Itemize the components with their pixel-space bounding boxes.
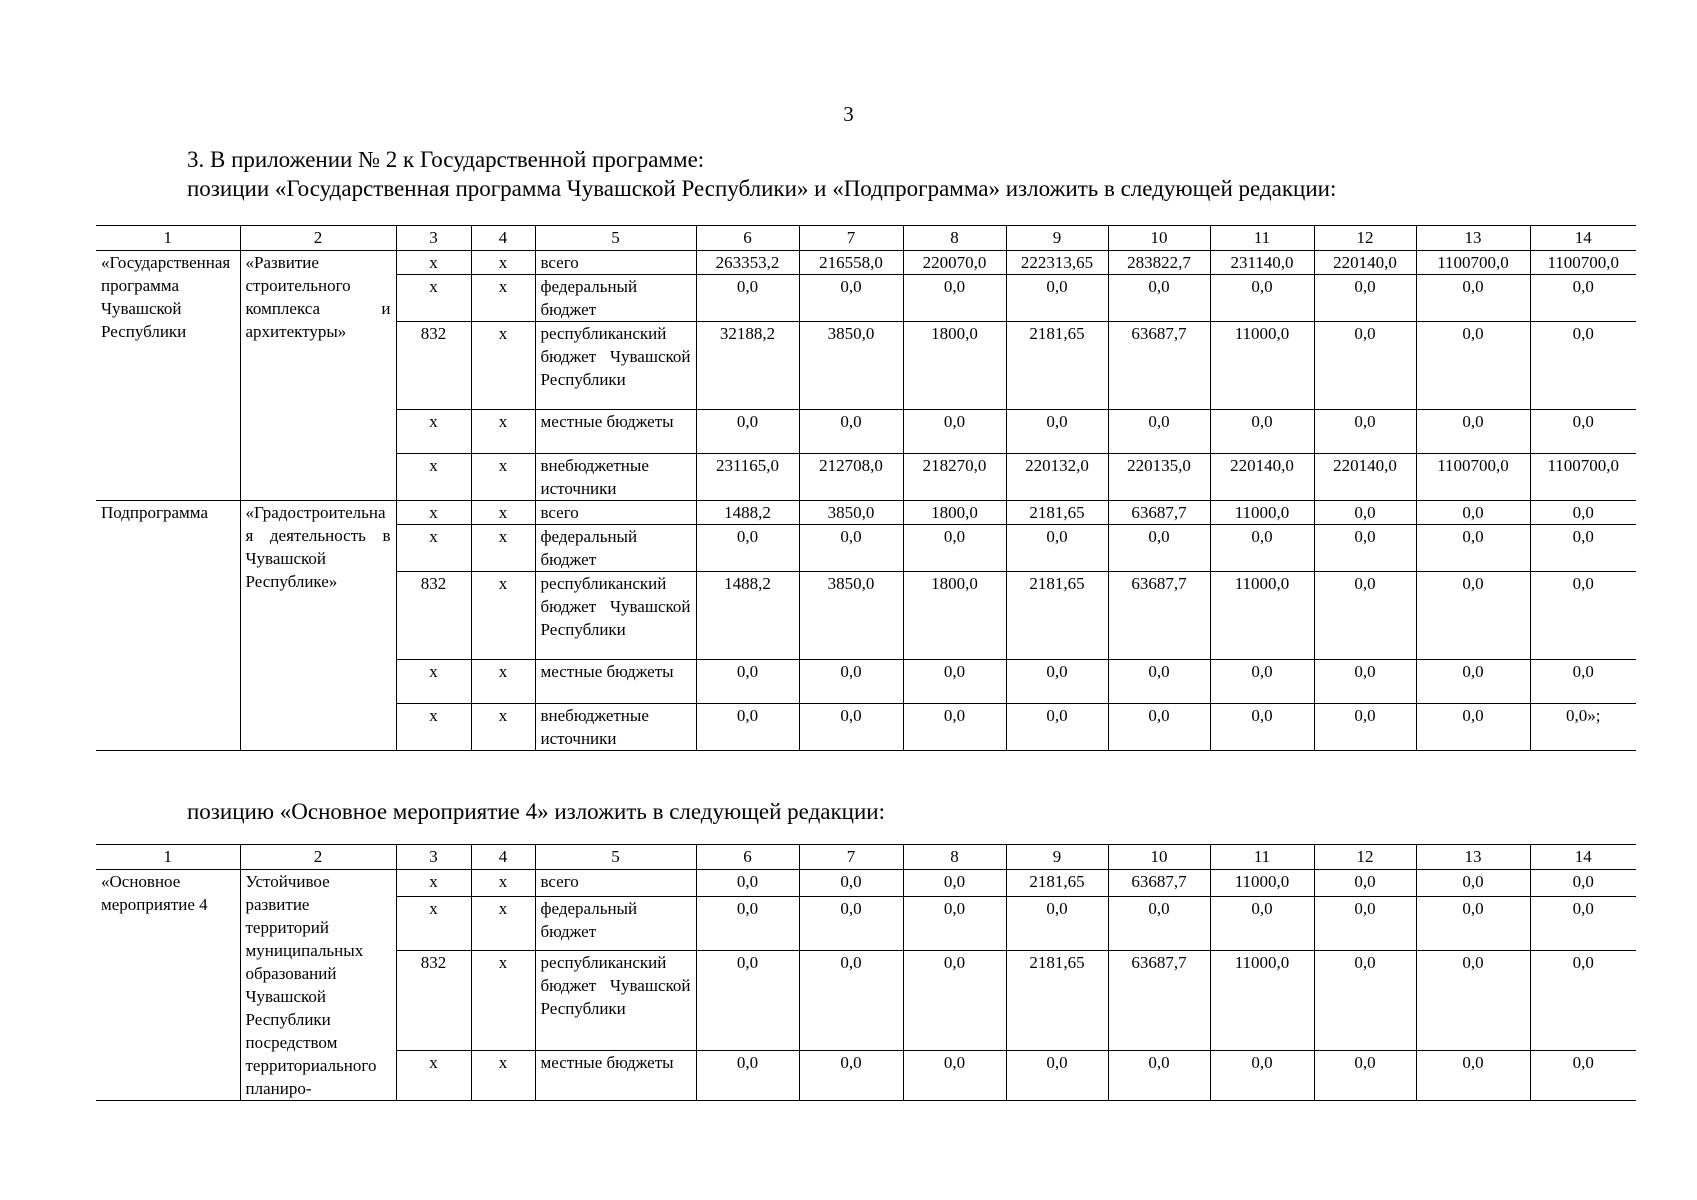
- source-cell: федеральный бюджет: [535, 275, 696, 322]
- value-cell: 63687,7: [1108, 322, 1210, 410]
- intro-line-2: позиции «Государственная программа Чувашской Республики» и «Подпрограмма» изложить в следующей редакции:: [187, 176, 1337, 201]
- column-header: 14: [1530, 226, 1636, 251]
- value-cell: 0,0: [1530, 275, 1636, 322]
- value-cell: 0,0: [1314, 660, 1416, 704]
- value-cell: 2181,65: [1006, 572, 1108, 660]
- value-cell: 1488,2: [696, 501, 799, 525]
- code-cell: 832: [396, 322, 471, 410]
- code-cell: х: [471, 410, 535, 454]
- status-cell: Подпрограмма: [96, 501, 240, 751]
- value-cell: 11000,0: [1210, 572, 1314, 660]
- name-cell: «Градостроительная деятельность в Чувашской Республике»: [240, 501, 396, 751]
- value-cell: 0,0: [1314, 950, 1416, 1050]
- column-header: 12: [1314, 226, 1416, 251]
- value-cell: 0,0: [1530, 501, 1636, 525]
- source-cell: всего: [535, 870, 696, 897]
- source-cell: федеральный бюджет: [535, 897, 696, 950]
- column-header: 7: [799, 226, 903, 251]
- value-cell: 1100700,0: [1416, 251, 1530, 275]
- value-cell: 63687,7: [1108, 870, 1210, 897]
- value-cell: 283822,7: [1108, 251, 1210, 275]
- code-cell: х: [396, 251, 471, 275]
- column-header: 8: [903, 845, 1006, 870]
- value-cell: 1100700,0: [1530, 251, 1636, 275]
- value-cell: 0,0: [696, 897, 799, 950]
- code-cell: х: [471, 572, 535, 660]
- status-cell: «Основное мероприятие 4: [96, 870, 240, 1101]
- intro-line-3: позицию «Основное мероприятие 4» изложить в следующей редакции:: [187, 799, 885, 824]
- value-cell: 0,0: [799, 410, 903, 454]
- value-cell: 0,0: [903, 870, 1006, 897]
- value-cell: 0,0: [799, 525, 903, 572]
- code-cell: х: [471, 275, 535, 322]
- value-cell: 0,0: [1314, 1050, 1416, 1100]
- value-cell: 3850,0: [799, 572, 903, 660]
- status-cell: «Государственная программа Чувашской Республики: [96, 251, 240, 501]
- header-row: [96, 845, 1636, 870]
- value-cell: 0,0: [1210, 1050, 1314, 1100]
- value-cell: 1800,0: [903, 322, 1006, 410]
- value-cell: 2181,65: [1006, 950, 1108, 1050]
- value-cell: 0,0: [1314, 704, 1416, 751]
- value-cell: 3850,0: [799, 322, 903, 410]
- value-cell: 0,0: [1006, 525, 1108, 572]
- value-cell: 1800,0: [903, 501, 1006, 525]
- value-cell: 218270,0: [903, 454, 1006, 501]
- value-cell: 220140,0: [1210, 454, 1314, 501]
- value-cell: 0,0: [1108, 525, 1210, 572]
- table-row: [96, 870, 1636, 897]
- code-cell: х: [471, 322, 535, 410]
- value-cell: 0,0: [1314, 525, 1416, 572]
- value-cell: 0,0: [1108, 410, 1210, 454]
- value-cell: 32188,2: [696, 322, 799, 410]
- code-cell: 832: [396, 950, 471, 1050]
- value-cell: 11000,0: [1210, 870, 1314, 897]
- value-cell: 1100700,0: [1530, 454, 1636, 501]
- value-cell: 0,0: [903, 525, 1006, 572]
- value-cell: 0,0: [799, 897, 903, 950]
- source-cell: местные бюджеты: [535, 410, 696, 454]
- value-cell: 0,0: [903, 897, 1006, 950]
- code-cell: х: [471, 251, 535, 275]
- intro-line-1: 3. В приложении № 2 к Государственной программе:: [187, 147, 705, 172]
- value-cell: 0,0: [1006, 897, 1108, 950]
- column-header: 3: [396, 845, 471, 870]
- table-row: [96, 251, 1636, 275]
- code-cell: х: [396, 454, 471, 501]
- value-cell: 11000,0: [1210, 322, 1314, 410]
- code-cell: х: [471, 501, 535, 525]
- value-cell: 2181,65: [1006, 501, 1108, 525]
- value-cell: 0,0: [1006, 275, 1108, 322]
- value-cell: 0,0: [1006, 1050, 1108, 1100]
- code-cell: х: [471, 950, 535, 1050]
- value-cell: 0,0: [1314, 410, 1416, 454]
- value-cell: 216558,0: [799, 251, 903, 275]
- value-cell: 1800,0: [903, 572, 1006, 660]
- value-cell: 0,0: [1530, 322, 1636, 410]
- value-cell: 0,0: [1314, 501, 1416, 525]
- value-cell: 0,0: [903, 1050, 1006, 1100]
- value-cell: 0,0: [1108, 897, 1210, 950]
- value-cell: 0,0: [799, 704, 903, 751]
- value-cell: 0,0: [1314, 572, 1416, 660]
- column-header: 5: [535, 226, 696, 251]
- value-cell: 0,0: [799, 950, 903, 1050]
- source-cell: всего: [535, 251, 696, 275]
- header-row: [96, 226, 1636, 251]
- page-number: 3: [843, 102, 854, 126]
- code-cell: х: [396, 501, 471, 525]
- budget-table-2: [96, 844, 1636, 1101]
- column-header: 9: [1006, 845, 1108, 870]
- source-cell: местные бюджеты: [535, 660, 696, 704]
- value-cell: 231140,0: [1210, 251, 1314, 275]
- source-cell: всего: [535, 501, 696, 525]
- code-cell: х: [396, 870, 471, 897]
- code-cell: х: [396, 410, 471, 454]
- code-cell: х: [396, 275, 471, 322]
- column-header: 6: [696, 845, 799, 870]
- value-cell: 0,0: [696, 660, 799, 704]
- value-cell: 0,0: [1416, 525, 1530, 572]
- code-cell: х: [471, 454, 535, 501]
- column-header: 11: [1210, 226, 1314, 251]
- value-cell: 0,0: [696, 950, 799, 1050]
- column-header: 3: [396, 226, 471, 251]
- code-cell: х: [396, 1050, 471, 1100]
- column-header: 11: [1210, 845, 1314, 870]
- code-cell: х: [471, 897, 535, 950]
- value-cell: 0,0: [1530, 660, 1636, 704]
- value-cell: 0,0: [1210, 275, 1314, 322]
- value-cell: 1488,2: [696, 572, 799, 660]
- value-cell: 0,0: [1416, 897, 1530, 950]
- value-cell: 0,0: [1416, 660, 1530, 704]
- value-cell: 0,0: [1314, 870, 1416, 897]
- value-cell: 0,0: [1530, 950, 1636, 1050]
- value-cell: 0,0: [1416, 572, 1530, 660]
- value-cell: 0,0: [1530, 410, 1636, 454]
- column-header: 1: [96, 845, 240, 870]
- code-cell: 832: [396, 572, 471, 660]
- value-cell: 0,0: [1416, 322, 1530, 410]
- column-header: 2: [240, 845, 396, 870]
- table-row: [96, 501, 1636, 525]
- column-header: 5: [535, 845, 696, 870]
- source-cell: внебюджетные источники: [535, 454, 696, 501]
- code-cell: х: [471, 1050, 535, 1100]
- column-header: 13: [1416, 845, 1530, 870]
- source-cell: республиканский бюджет Чувашской Республики: [535, 950, 696, 1050]
- column-header: 7: [799, 845, 903, 870]
- column-header: 4: [471, 226, 535, 251]
- value-cell: 63687,7: [1108, 572, 1210, 660]
- value-cell: 220140,0: [1314, 251, 1416, 275]
- value-cell: 0,0: [1416, 410, 1530, 454]
- value-cell: 0,0: [1416, 870, 1530, 897]
- value-cell: 0,0: [903, 275, 1006, 322]
- value-cell: 0,0: [903, 660, 1006, 704]
- code-cell: х: [396, 897, 471, 950]
- value-cell: 0,0: [696, 275, 799, 322]
- value-cell: 212708,0: [799, 454, 903, 501]
- value-cell: 0,0: [799, 870, 903, 897]
- value-cell: 0,0: [903, 950, 1006, 1050]
- value-cell: 0,0: [1210, 704, 1314, 751]
- value-cell: 222313,65: [1006, 251, 1108, 275]
- value-cell: 0,0: [696, 410, 799, 454]
- value-cell: 0,0: [1416, 950, 1530, 1050]
- value-cell: 220135,0: [1108, 454, 1210, 501]
- value-cell: 0,0: [1530, 525, 1636, 572]
- value-cell: 0,0: [1006, 660, 1108, 704]
- column-header: 8: [903, 226, 1006, 251]
- value-cell: 0,0: [799, 660, 903, 704]
- value-cell: 2181,65: [1006, 870, 1108, 897]
- value-cell: 0,0: [1416, 704, 1530, 751]
- code-cell: х: [396, 525, 471, 572]
- column-header: 9: [1006, 226, 1108, 251]
- value-cell: 0,0: [1314, 897, 1416, 950]
- column-header: 2: [240, 226, 396, 251]
- column-header: 10: [1108, 845, 1210, 870]
- value-cell: 0,0: [1530, 897, 1636, 950]
- source-cell: федеральный бюджет: [535, 525, 696, 572]
- value-cell: 2181,65: [1006, 322, 1108, 410]
- value-cell: 220132,0: [1006, 454, 1108, 501]
- value-cell: 0,0: [1416, 1050, 1530, 1100]
- value-cell: 0,0»;: [1530, 704, 1636, 751]
- column-header: 1: [96, 226, 240, 251]
- code-cell: х: [471, 525, 535, 572]
- code-cell: х: [396, 704, 471, 751]
- code-cell: х: [471, 870, 535, 897]
- column-header: 4: [471, 845, 535, 870]
- source-cell: республиканский бюджет Чувашской Республики: [535, 572, 696, 660]
- value-cell: 0,0: [696, 1050, 799, 1100]
- value-cell: 0,0: [696, 704, 799, 751]
- code-cell: х: [471, 704, 535, 751]
- column-header: 12: [1314, 845, 1416, 870]
- value-cell: 0,0: [1108, 1050, 1210, 1100]
- value-cell: 11000,0: [1210, 501, 1314, 525]
- name-cell: Устойчивое развитие территорий муниципальных образований Чувашской Республики посредством территориального планиро-: [240, 870, 396, 1101]
- code-cell: х: [396, 660, 471, 704]
- source-cell: республиканский бюджет Чувашской Республики: [535, 322, 696, 410]
- column-header: 6: [696, 226, 799, 251]
- value-cell: 1100700,0: [1416, 454, 1530, 501]
- column-header: 14: [1530, 845, 1636, 870]
- value-cell: 63687,7: [1108, 950, 1210, 1050]
- value-cell: 0,0: [1210, 660, 1314, 704]
- value-cell: 0,0: [903, 704, 1006, 751]
- value-cell: 0,0: [1108, 660, 1210, 704]
- value-cell: 3850,0: [799, 501, 903, 525]
- value-cell: 0,0: [799, 275, 903, 322]
- value-cell: 0,0: [1416, 275, 1530, 322]
- value-cell: 63687,7: [1108, 501, 1210, 525]
- value-cell: 220070,0: [903, 251, 1006, 275]
- value-cell: 0,0: [1006, 704, 1108, 751]
- value-cell: 231165,0: [696, 454, 799, 501]
- column-header: 10: [1108, 226, 1210, 251]
- value-cell: 0,0: [1210, 410, 1314, 454]
- value-cell: 0,0: [696, 870, 799, 897]
- value-cell: 0,0: [1210, 897, 1314, 950]
- value-cell: 220140,0: [1314, 454, 1416, 501]
- value-cell: 0,0: [799, 1050, 903, 1100]
- value-cell: 0,0: [1530, 1050, 1636, 1100]
- column-header: 13: [1416, 226, 1530, 251]
- value-cell: 0,0: [1530, 572, 1636, 660]
- value-cell: 0,0: [1416, 501, 1530, 525]
- value-cell: 0,0: [1314, 275, 1416, 322]
- value-cell: 0,0: [903, 410, 1006, 454]
- value-cell: 263353,2: [696, 251, 799, 275]
- source-cell: внебюджетные источники: [535, 704, 696, 751]
- value-cell: 0,0: [1006, 410, 1108, 454]
- code-cell: х: [471, 660, 535, 704]
- value-cell: 0,0: [696, 525, 799, 572]
- source-cell: местные бюджеты: [535, 1050, 696, 1100]
- budget-table-1: [96, 225, 1636, 751]
- value-cell: 0,0: [1108, 704, 1210, 751]
- value-cell: 11000,0: [1210, 950, 1314, 1050]
- value-cell: 0,0: [1108, 275, 1210, 322]
- name-cell: «Развитие строительного комплекса и архитектуры»: [240, 251, 396, 501]
- value-cell: 0,0: [1210, 525, 1314, 572]
- value-cell: 0,0: [1314, 322, 1416, 410]
- value-cell: 0,0: [1530, 870, 1636, 897]
